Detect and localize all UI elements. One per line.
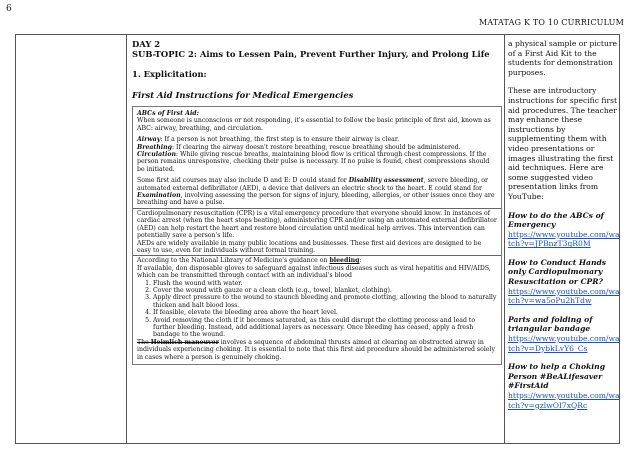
disability-label: Disability assessment	[348, 177, 424, 185]
video-title: How to help a Choking Person #BeALifesaver #FirstAid	[508, 362, 605, 391]
de-text-1: Some first aid courses may also include D and E: D could stand for	[137, 177, 349, 185]
video-title: How to Conduct Hands only Cardiopulmonary Resuscitation or CPR?	[508, 257, 607, 287]
list-item: 3. Apply direct pressure to the wound to staunch bleeding and promote clotting, allowing the blood to naturally thicken and halt blood loss.	[153, 294, 497, 309]
heimlich-text: involves a sequence of abdominal thrusts aimed at clearing an obstructed airway in individuals experiencing choking. It is essential to note that this first aid procedure should be administered solely in cases where a person is genuinely choking.	[137, 338, 495, 361]
list-item: 1. Flush the wound with water.	[153, 280, 497, 287]
content-column	[132, 39, 502, 365]
heimlich-paragraph	[137, 339, 497, 361]
airway-text: : If a person is not breathing, the first step is to ensure their airway is clear.	[160, 136, 400, 144]
notes-intro: a physical sample or picture of a First Aid Kit to the students for demonstration purposes.	[508, 39, 617, 77]
bleeding-paragraph: If available, don disposable gloves to safeguard against infectious diseases such as viral hepatitis and HIV/AIDS, which can be transmitted through contact with an individual's blood	[137, 264, 491, 280]
heimlich-label: Heimlich maneuver	[150, 338, 219, 346]
breathing-label: Breathing	[137, 143, 172, 151]
list-item: 4. If feasible, elevate the bleeding area above the heart level.	[153, 309, 497, 316]
circulation-label: Circulation	[137, 151, 176, 159]
abc-intro: When someone is unconscious or not responding, it's essential to follow the basic principle of first aid, known as ABC: airway, breathing, and circulation.	[137, 117, 491, 132]
abc-heading: ABCs of First Aid:	[137, 110, 199, 117]
aed-paragraph: AEDs are widely available in many public locations and businesses. These first aid devices are designed to be easy to use, even for individuals without formal training.	[137, 239, 482, 254]
page-number: 6	[6, 4, 12, 14]
video-link[interactable]: https://www.youtube.com/watch?v=wa5oPu2hTdw	[508, 286, 620, 306]
list-item: 2. Cover the wound with gauze or a clean cloth (e.g., towel, blanket, clothing).	[153, 287, 497, 294]
teacher-notes-column	[508, 39, 620, 419]
bleeding-steps	[137, 280, 497, 339]
video-link[interactable]: https://www.youtube.com/watch?v=DybkLvY6_Cs	[508, 334, 620, 353]
divider	[133, 255, 501, 256]
subtopic-title: SUB-TOPIC 2: Aims to Lessen Pain, Prevent Further Injury, and Prolong Life	[132, 49, 490, 59]
de-text-3: , involving assessing the person for signs of injury, bleeding, allergies, or other issues once they are breathing and have a pulse.	[137, 192, 495, 207]
bleeding-intro: According to the National Library of Medicine's guidance on	[137, 257, 330, 265]
lesson-table	[15, 34, 620, 444]
bleeding-colon: :	[359, 257, 362, 265]
cpr-paragraph: Cardiopulmonary resuscitation (CPR) is a vital emergency procedure that everyone should know. In instances of cardiac arrest (when the heart stops beating), administering CPR and/or using an automated external defibrillator (AED) can help restart the heart and restore blood circulation until medical help arrives. This intervention can potentially save a person's life.	[137, 209, 497, 240]
circulation-text: : While giving rescue breaths, maintaining blood flow is critical through chest compressions. If the person remains unresponsive, checking their pulse is necessary. If no pulse is found, chest compressions should be initiated.	[137, 151, 490, 173]
section-heading: 1. Explicitation:	[132, 69, 207, 79]
first-aid-box	[132, 106, 502, 365]
heimlich-pre: The	[137, 338, 151, 346]
video-title: Parts and folding of triangular bandage	[508, 314, 593, 334]
curriculum-header: MATATAG K TO 10 CURRICULUM	[478, 18, 624, 27]
bleeding-word: bleeding	[329, 257, 360, 265]
content-title: First Aid Instructions for Medical Emergencies	[132, 90, 354, 100]
column-divider-right	[504, 35, 505, 443]
video-title: How to do the ABCs of Emergency	[508, 210, 604, 230]
notes-paragraph: These are introductory instructions for specific first aid procedures. The teacher may enhance these instructions by supplementing them with video presentations or images illustrating the first aid techniques. Here are some suggested video presentation links from YouTube:	[508, 86, 618, 201]
airway-label: Airway	[137, 136, 161, 144]
divider	[133, 208, 501, 209]
video-link[interactable]: https://www.youtube.com/watch?v=JPBnzT3qR0M	[508, 229, 620, 249]
day-label: DAY 2	[132, 39, 161, 49]
breathing-text: : If clearing the airway doesn't restore breathing, rescue breathing should be administered.	[171, 143, 461, 151]
de-text-2: , severe bleeding, or automated external defibrillator (AED), a device that delivers an electric shock to the heart. E could stand for	[137, 177, 488, 192]
column-divider-left	[126, 35, 127, 443]
list-item: 5. Avoid removing the cloth if it becomes saturated, as this could disrupt the clotting process and lead to further bleeding. Instead, add additional layers as necessary. Once bleeding has ceased, apply a fresh bandage to the wound.	[153, 317, 497, 339]
examination-label: Examination	[137, 192, 181, 200]
video-link[interactable]: https://www.youtube.com/watch?v=gzlwOI7xQRc	[508, 391, 620, 410]
